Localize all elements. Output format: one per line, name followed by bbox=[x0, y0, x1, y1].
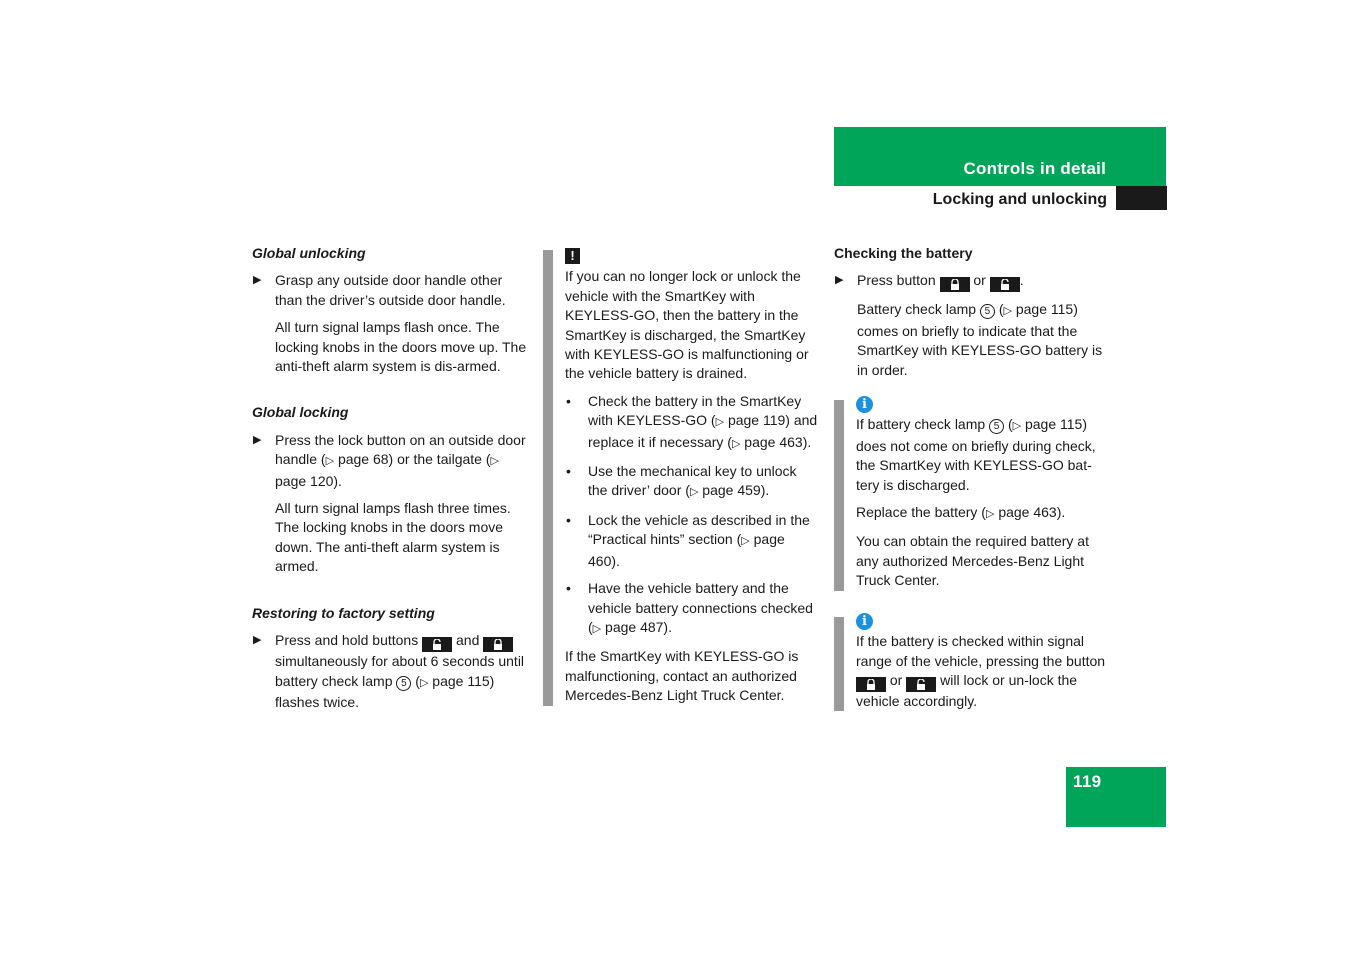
arrow-bullet-icon: ▶ bbox=[253, 634, 262, 647]
list-text: page 460). bbox=[588, 531, 785, 569]
info-text: will lock or un-lock the vehicle accordingly. bbox=[856, 671, 1078, 709]
lamp-number-icon: 5 bbox=[980, 304, 995, 319]
dot-bullet-icon: • bbox=[566, 580, 571, 597]
lock-button-icon bbox=[940, 277, 970, 292]
list-text: page 119) and replace it if necessary ( bbox=[588, 412, 818, 450]
page-ref-icon: ▷ bbox=[715, 416, 725, 429]
page-number: 119 bbox=[1073, 772, 1102, 791]
step-text: . bbox=[1019, 272, 1024, 289]
page-ref-icon: ▷ bbox=[985, 508, 995, 521]
page-ref-icon: ▷ bbox=[1012, 420, 1022, 433]
list-text: Check the battery in the SmartKey with KEYLESS-GO ( bbox=[588, 392, 802, 429]
step-global-unlocking bbox=[252, 271, 527, 310]
list-item bbox=[565, 511, 818, 571]
lamp-number-icon: 5 bbox=[989, 419, 1004, 434]
step-text: page 115) flashes twice. bbox=[275, 672, 495, 710]
section-title: Controls in detail bbox=[963, 159, 1106, 178]
lock-button-icon bbox=[856, 677, 886, 692]
step-text: Press and hold buttons bbox=[275, 632, 423, 649]
page-ref-icon: ▷ bbox=[325, 455, 335, 468]
list-text: Use the mechanical key to unlock the driver’ door ( bbox=[588, 463, 797, 499]
info-notice-1 bbox=[834, 394, 1109, 591]
list-text: page 459). bbox=[698, 482, 770, 499]
notice-bar bbox=[834, 617, 844, 712]
warning-intro: If you can no longer lock or unlock the vehicle with the SmartKey with KEYLESS-GO, then the battery in the SmartKey is discharged, the SmartKey with KEYLESS-GO is malfunctioning or the vehicle battery is drained. bbox=[565, 268, 809, 382]
info-notice-2 bbox=[834, 611, 1109, 712]
step-text: simultaneously for about 6 seconds until battery check lamp bbox=[275, 653, 525, 689]
column-left bbox=[252, 244, 527, 720]
arrow-bullet-icon: ▶ bbox=[253, 274, 262, 287]
info-text: If battery check lamp bbox=[856, 416, 990, 433]
info-icon: i bbox=[856, 396, 873, 413]
arrow-bullet-icon: ▶ bbox=[835, 274, 844, 287]
info-text: page 115) does not come on briefly during check, the SmartKey with KEYLESS-GO bat-tery is discharged. bbox=[856, 416, 1096, 493]
unlock-button-icon bbox=[990, 277, 1020, 292]
warning-outro: If the SmartKey with KEYLESS-GO is malfunctioning, contact an authorized Mercedes-Benz Light Truck Center. bbox=[565, 648, 799, 704]
notice-bar bbox=[834, 400, 844, 591]
info-text: ( bbox=[1004, 416, 1013, 433]
list-text: page 463). bbox=[740, 433, 812, 450]
info-text: or bbox=[886, 671, 907, 688]
list-item bbox=[565, 392, 818, 454]
notice-bar bbox=[543, 250, 553, 706]
column-right bbox=[834, 244, 1109, 711]
page-ref-icon: ▷ bbox=[592, 622, 602, 635]
page-ref-icon: ▷ bbox=[419, 676, 429, 689]
result-text: Battery check lamp bbox=[857, 301, 980, 318]
info2-para bbox=[856, 632, 1109, 711]
subsection-title: Locking and unlocking bbox=[932, 191, 1107, 208]
step-text: and bbox=[452, 632, 484, 649]
list-item bbox=[565, 579, 818, 639]
warning-notice bbox=[543, 244, 818, 706]
arrow-bullet-icon: ▶ bbox=[253, 433, 262, 446]
step-text: page 120). bbox=[275, 472, 342, 489]
result-text: page 115) comes on briefly to indicate that the SmartKey with KEYLESS-GO battery is in order. bbox=[857, 301, 1103, 378]
header-tab-marker bbox=[1116, 186, 1167, 210]
heading-checking-battery: Checking the battery bbox=[834, 245, 973, 261]
heading-restoring-factory: Restoring to factory setting bbox=[252, 604, 435, 621]
page-ref-icon: ▷ bbox=[490, 455, 499, 468]
list-text: Have the vehicle battery and the vehicle battery connections checked ( bbox=[588, 580, 813, 635]
page-ref-icon: ▷ bbox=[1003, 305, 1012, 318]
step-text: ( bbox=[411, 672, 420, 689]
step-text: Press button bbox=[857, 272, 940, 289]
dot-bullet-icon: • bbox=[566, 463, 571, 480]
header-band bbox=[834, 127, 1166, 186]
heading-global-unlocking: Global unlocking bbox=[252, 245, 366, 261]
result-global-unlocking: All turn signal lamps flash once. The locking knobs in the doors move up. The anti-theft alarm system is dis-armed. bbox=[275, 319, 527, 375]
result-global-locking: All turn signal lamps flash three times. The locking knobs in the doors move down. The anti-theft alarm system is armed. bbox=[275, 500, 511, 575]
page-ref-icon: ▷ bbox=[689, 486, 699, 499]
step-text: page 68) or the tailgate ( bbox=[334, 451, 491, 468]
page-ref-icon: ▷ bbox=[741, 535, 750, 548]
list-text: Lock the vehicle as described in the “Practical hints” section ( bbox=[588, 511, 810, 548]
info-text: page 463). bbox=[994, 504, 1066, 521]
step-checking-battery bbox=[834, 271, 1109, 292]
page-number-tab bbox=[1066, 767, 1166, 827]
heading-global-locking: Global locking bbox=[252, 404, 349, 421]
step-text: Press the lock button on an outside door handle ( bbox=[275, 431, 526, 468]
column-middle bbox=[543, 244, 818, 706]
dot-bullet-icon: • bbox=[566, 511, 571, 528]
result-text: ( bbox=[994, 301, 1004, 318]
step-global-locking bbox=[252, 431, 527, 491]
info1-para1 bbox=[856, 415, 1109, 495]
info-text: If the battery is checked within signal range of the vehicle, pressing the button bbox=[856, 633, 1106, 669]
lamp-number-icon: 5 bbox=[396, 676, 411, 691]
list-item bbox=[565, 462, 818, 503]
info-text: Replace the battery ( bbox=[856, 504, 986, 521]
step-text: Grasp any outside door handle other than the driver’s outside door handle. bbox=[275, 272, 506, 308]
info1-para3: You can obtain the required battery at any authorized Mercedes-Benz Light Truck Center. bbox=[856, 533, 1089, 589]
info1-para2 bbox=[856, 503, 1109, 524]
info-icon: i bbox=[856, 613, 873, 630]
step-restoring-factory bbox=[252, 631, 527, 712]
page-ref-icon: ▷ bbox=[731, 437, 741, 450]
result-checking-battery bbox=[834, 300, 1109, 380]
list-text: page 487). bbox=[601, 618, 672, 635]
dot-bullet-icon: • bbox=[566, 392, 571, 409]
lock-button-icon bbox=[483, 637, 513, 652]
unlock-button-icon bbox=[422, 637, 452, 652]
warning-icon: ! bbox=[565, 248, 580, 264]
step-text: or bbox=[969, 272, 990, 289]
unlock-button-icon bbox=[906, 677, 936, 692]
